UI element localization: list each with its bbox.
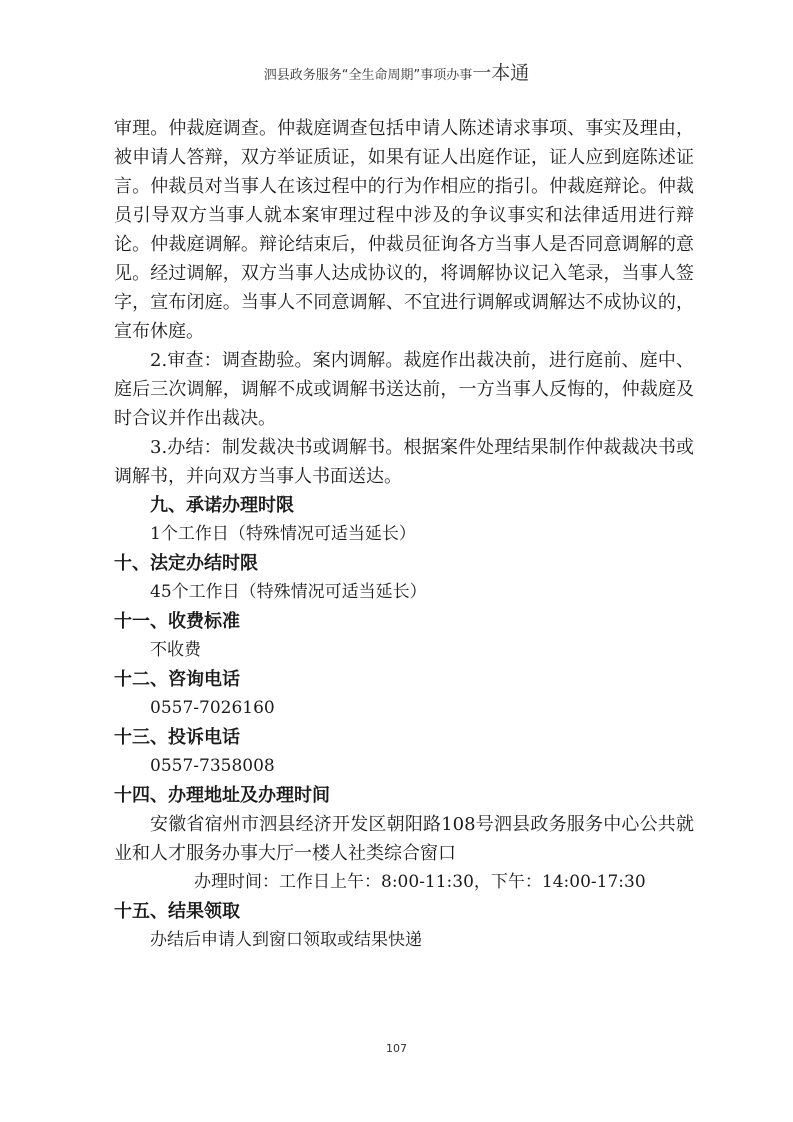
section-value-legal-time: 45个工作日（特殊情况可适当延长） xyxy=(150,582,427,602)
section-heading-legal-time: 十、法定办结时限 xyxy=(114,553,258,574)
page-header xyxy=(0,58,793,85)
section-heading-fees: 十一、收费标准 xyxy=(114,611,240,632)
paragraph-review: 2.审查：调查勘验。案内调解。裁庭作出裁决前，进行庭前、庭中、庭后三次调解，调解不成或调解书送达前，一方当事人反悔的，仲裁庭及时合议并作出裁决。 xyxy=(114,350,694,429)
section-value-office-hours: 办理时间：工作日上午：8:00-11:30，下午：14:00-17:30 xyxy=(194,872,646,892)
section-value-consult-phone: 0557-7026160 xyxy=(150,698,275,718)
page-number: 107 xyxy=(386,1042,407,1055)
section-value-promised-time: 1个工作日（特殊情况可适当延长） xyxy=(150,524,416,544)
header-title: 泗县政务服务“全生命周期”事项办事 xyxy=(263,68,473,83)
section-heading-complaint-phone: 十三、投诉电话 xyxy=(114,727,240,748)
section-heading-result-pickup: 十五、结果领取 xyxy=(114,901,240,922)
paragraph-completion: 3.办结：制发裁决书或调解书。根据案件处理结果制作仲裁裁决书或调解书，并向双方当事人书面送达。 xyxy=(114,437,694,487)
header-title-emphasis: 一本通 xyxy=(472,62,530,84)
section-value-fees: 不收费 xyxy=(150,640,201,660)
section-heading-promised-time: 九、承诺办理时限 xyxy=(150,495,294,516)
section-heading-consult-phone: 十二、咨询电话 xyxy=(114,669,240,690)
section-value-complaint-phone: 0557-7358008 xyxy=(150,756,275,776)
section-value-result-pickup: 办结后申请人到窗口领取或结果快递 xyxy=(150,930,422,950)
document-body xyxy=(114,114,694,955)
paragraph-hearing: 审理。仲裁庭调查。仲裁庭调查包括申请人陈述请求事项、事实及理由，被申请人答辩，双方举证质证，如果有证人出庭作证，证人应到庭陈述证言。仲裁员对当事人在该过程中的行为作相应的指引。仲裁庭辩论。仲裁员引导双方当事人就本案审理过程中涉及的争议事实和法律适用进行辩论。仲裁庭调解。辩论结束后，仲裁员征询各方当事人是否同意调解的意见。经过调解，双方当事人达成协议的，将调解协议记入笔录，当事人签字，宣布闭庭。当事人不同意调解、不宜进行调解或调解达不成协议的，宣布休庭。 xyxy=(114,118,694,342)
section-heading-address-time: 十四、办理地址及办理时间 xyxy=(114,785,330,806)
section-value-address: 安徽省宿州市泗县经济开发区朝阳路108号泗县政务服务中心公共就业和人才服务办事大厅一楼人社类综合窗口 xyxy=(114,814,694,864)
